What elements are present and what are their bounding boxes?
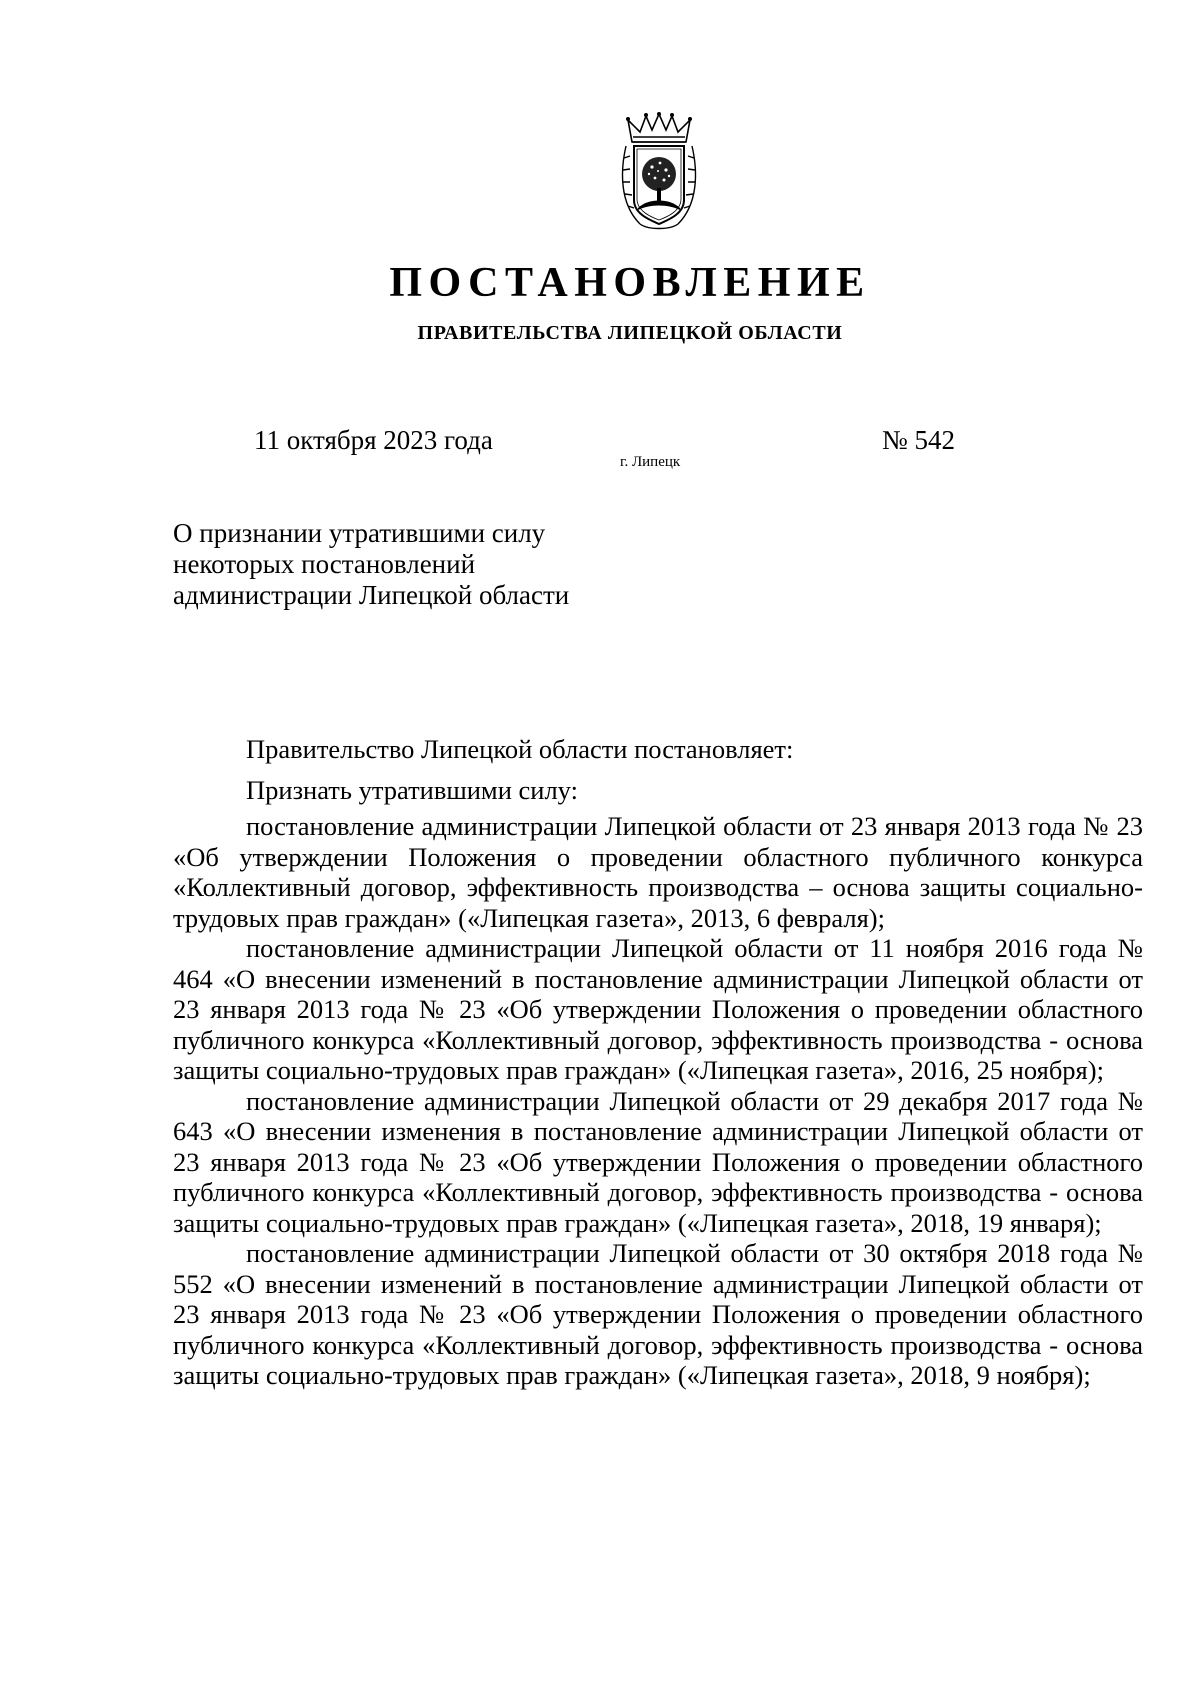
issuing-authority: ПРАВИТЕЛЬСТВА ЛИПЕЦКОЙ ОБЛАСТИ [417, 322, 843, 344]
repealed-item: постановление администрации Липецкой области от 11 ноября 2016 года № 464 «О внесении изменений в постановление администрации Липецкой области от 23 января 2013 года № 23 «Об утверждении Положения о проведении областного публичного конкурса «Коллективный договор, эффективность производства - основа защиты социально-трудовых прав граждан» («Липецкая газета», 2016, 25 ноября); [173, 933, 1143, 1085]
document-subject [173, 518, 569, 611]
subject-line: администрации Липецкой области [173, 580, 570, 610]
subject-line: некоторых постановлений [173, 549, 476, 579]
resolution-intro: Правительство Липецкой области постановляет: [246, 734, 794, 764]
document-city: г. Липецк [620, 454, 681, 470]
repealed-item: постановление администрации Липецкой области от 23 января 2013 года № 23 «Об утверждении Положения о проведении областного публичного конкурса «Коллективный договор, эффективность производства – основа защиты социально-трудовых прав граждан» («Липецкая газета», 2013, 6 февраля); [173, 811, 1143, 933]
document-date: 11 октября 2023 года [254, 425, 493, 455]
document-body [173, 734, 1143, 1391]
resolution-decision: Признать утратившими силу: [246, 774, 578, 805]
coat-of-arms-icon [618, 112, 700, 234]
document-number: № 542 [882, 425, 956, 455]
repealed-item: постановление администрации Липецкой области от 30 октября 2018 года № 552 «О внесении изменений в постановление администрации Липецкой области от 23 января 2013 года № 23 «Об утверждении Положения о проведении областного публичного конкурса «Коллективный договор, эффективность производства - основа защиты социально-трудовых прав граждан» («Липецкая газета», 2018, 9 ноября); [173, 1238, 1143, 1390]
document-title: ПОСТАНОВЛЕНИЕ [389, 260, 871, 306]
subject-line: О признании утратившими силу [173, 518, 546, 548]
repealed-item: постановление администрации Липецкой области от 29 декабря 2017 года № 643 «О внесении изменения в постановление администрации Липецкой области от 23 января 2013 года № 23 «Об утверждении Положения о проведении областного публичного конкурса «Коллективный договор, эффективность производства - основа защиты социально-трудовых прав граждан» («Липецкая газета», 2018, 19 января); [173, 1085, 1143, 1238]
